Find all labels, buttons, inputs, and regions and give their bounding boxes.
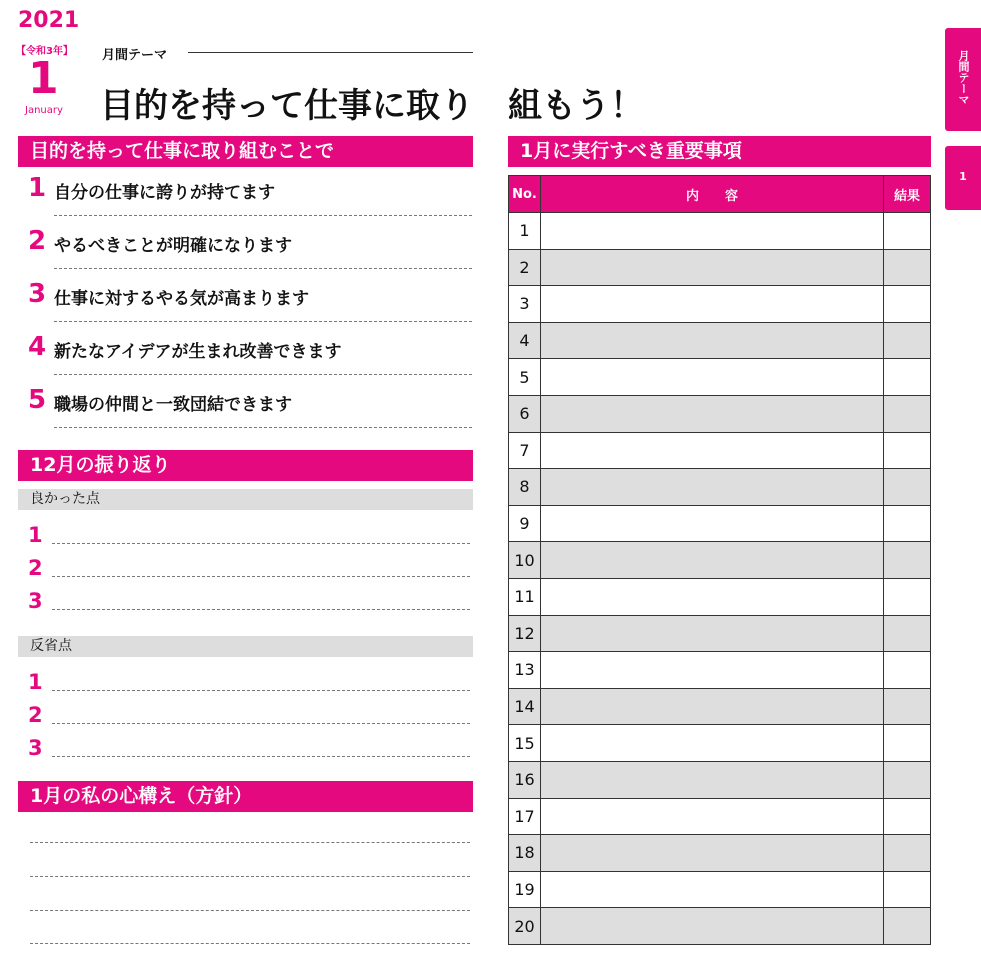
purpose-number: 4	[28, 332, 47, 362]
purpose-number: 1	[28, 173, 47, 203]
purpose-rule	[54, 268, 472, 269]
plan-row-number: 12	[509, 615, 541, 652]
plan-row-number: 8	[509, 469, 541, 506]
plan-row	[509, 432, 931, 469]
purpose-text: やるべきことが明確になります	[54, 236, 292, 256]
plan-row-content[interactable]	[541, 908, 884, 945]
plan-row-content[interactable]	[541, 322, 884, 359]
plan-row	[509, 578, 931, 615]
review-number: 3	[28, 589, 43, 613]
good-points-label: 良かった点	[18, 489, 473, 510]
year: 2021	[18, 8, 80, 33]
plan-row-result[interactable]	[884, 359, 931, 396]
plan-row-number: 1	[509, 213, 541, 250]
purpose-text: 新たなアイデアが生まれ改善できます	[54, 342, 342, 362]
purpose-rule	[54, 321, 472, 322]
plan-row-content[interactable]	[541, 505, 884, 542]
month-number: 1	[28, 53, 59, 104]
plan-heading: 1月に実行すべき重要事項	[508, 136, 931, 167]
theme-title: 目的を持って仕事に取り 組もう！	[100, 86, 644, 126]
era: 【令和3年】	[16, 46, 73, 57]
plan-row	[509, 469, 931, 506]
plan-row-content[interactable]	[541, 249, 884, 286]
policy-line[interactable]	[30, 943, 470, 944]
policy-line[interactable]	[30, 876, 470, 877]
plan-row	[509, 798, 931, 835]
col-result-header: 結果	[884, 176, 931, 213]
plan-row-content[interactable]	[541, 469, 884, 506]
theme-label: 月間テーマ	[102, 48, 168, 63]
plan-row-number: 10	[509, 542, 541, 579]
purpose-rule	[54, 374, 472, 375]
review-number: 1	[28, 670, 43, 694]
plan-row-result[interactable]	[884, 432, 931, 469]
plan-rows	[509, 213, 931, 945]
plan-row-result[interactable]	[884, 835, 931, 872]
plan-row-result[interactable]	[884, 286, 931, 323]
plan-row-number: 9	[509, 505, 541, 542]
plan-row-result[interactable]	[884, 615, 931, 652]
plan-row-content[interactable]	[541, 798, 884, 835]
plan-row-number: 13	[509, 652, 541, 689]
plan-row-number: 4	[509, 322, 541, 359]
col-no-header: No.	[509, 176, 541, 213]
plan-row-number: 17	[509, 798, 541, 835]
plan-row-content[interactable]	[541, 286, 884, 323]
plan-row	[509, 395, 931, 432]
plan-row-content[interactable]	[541, 688, 884, 725]
plan-row-result[interactable]	[884, 322, 931, 359]
plan-row-number: 5	[509, 359, 541, 396]
plan-row	[509, 359, 931, 396]
plan-row	[509, 835, 931, 872]
plan-row	[509, 286, 931, 323]
plan-row-result[interactable]	[884, 249, 931, 286]
plan-row-result[interactable]	[884, 213, 931, 250]
policy-line[interactable]	[30, 842, 470, 843]
plan-row-number: 14	[509, 688, 541, 725]
plan-row-content[interactable]	[541, 615, 884, 652]
plan-row-number: 18	[509, 835, 541, 872]
plan-row	[509, 908, 931, 945]
review-number: 3	[28, 736, 43, 760]
purpose-rule	[54, 215, 472, 216]
plan-row-number: 6	[509, 395, 541, 432]
plan-row-result[interactable]	[884, 542, 931, 579]
purpose-rule	[54, 427, 472, 428]
purpose-number: 5	[28, 385, 47, 415]
review-heading: 12月の振り返り	[18, 450, 473, 481]
month-tab-label: 1	[959, 170, 967, 183]
plan-row-content[interactable]	[541, 395, 884, 432]
plan-row	[509, 871, 931, 908]
plan-row-content[interactable]	[541, 871, 884, 908]
plan-row-result[interactable]	[884, 871, 931, 908]
plan-table	[508, 175, 931, 945]
plan-row-result[interactable]	[884, 688, 931, 725]
plan-row-number: 7	[509, 432, 541, 469]
policy-line[interactable]	[30, 910, 470, 911]
plan-row-result[interactable]	[884, 798, 931, 835]
plan-row-content[interactable]	[541, 652, 884, 689]
review-number: 1	[28, 523, 43, 547]
plan-row	[509, 542, 931, 579]
review-number: 2	[28, 703, 43, 727]
review-line[interactable]	[52, 576, 470, 577]
plan-row	[509, 688, 931, 725]
review-line[interactable]	[52, 756, 470, 757]
plan-row	[509, 322, 931, 359]
plan-row-number: 15	[509, 725, 541, 762]
plan-row-result[interactable]	[884, 761, 931, 798]
review-line[interactable]	[52, 723, 470, 724]
purpose-number: 3	[28, 279, 47, 309]
purpose-text: 自分の仕事に誇りが持てます	[54, 183, 275, 203]
plan-row-content[interactable]	[541, 542, 884, 579]
plan-row-result[interactable]	[884, 652, 931, 689]
purpose-number: 2	[28, 226, 47, 256]
purpose-heading: 目的を持って仕事に取り組むことで	[18, 136, 473, 167]
plan-row-content[interactable]	[541, 578, 884, 615]
purpose-text: 職場の仲間と一致団結できます	[54, 395, 292, 415]
review-line[interactable]	[52, 609, 470, 610]
plan-row-result[interactable]	[884, 469, 931, 506]
bad-points-label: 反省点	[18, 636, 473, 657]
plan-row-content[interactable]	[541, 359, 884, 396]
plan-row-number: 2	[509, 249, 541, 286]
theme-rule	[188, 52, 473, 53]
plan-row-result[interactable]	[884, 505, 931, 542]
plan-row-number: 3	[509, 286, 541, 323]
review-line[interactable]	[52, 690, 470, 691]
plan-row-number: 19	[509, 871, 541, 908]
theme-tab[interactable]	[945, 28, 981, 131]
plan-row-number: 16	[509, 761, 541, 798]
plan-row	[509, 505, 931, 542]
plan-row	[509, 213, 931, 250]
plan-row-result[interactable]	[884, 908, 931, 945]
plan-row-result[interactable]	[884, 725, 931, 762]
month-english: January	[25, 105, 63, 116]
plan-row	[509, 615, 931, 652]
review-number: 2	[28, 556, 43, 580]
theme-tab-label: 月間テーマ	[957, 50, 970, 105]
plan-row-content[interactable]	[541, 432, 884, 469]
plan-row-number: 11	[509, 578, 541, 615]
plan-row-result[interactable]	[884, 395, 931, 432]
plan-row-content[interactable]	[541, 835, 884, 872]
plan-row-number: 20	[509, 908, 541, 945]
col-content-header: 内 容	[541, 176, 884, 213]
purpose-text: 仕事に対するやる気が高まります	[54, 289, 309, 309]
plan-row-content[interactable]	[541, 725, 884, 762]
plan-row-content[interactable]	[541, 761, 884, 798]
month-tab[interactable]	[945, 146, 981, 210]
plan-row	[509, 761, 931, 798]
plan-row-content[interactable]	[541, 213, 884, 250]
plan-row-result[interactable]	[884, 578, 931, 615]
plan-row	[509, 652, 931, 689]
plan-row	[509, 249, 931, 286]
policy-heading: 1月の私の心構え（方針）	[18, 781, 473, 812]
plan-row	[509, 725, 931, 762]
review-line[interactable]	[52, 543, 470, 544]
